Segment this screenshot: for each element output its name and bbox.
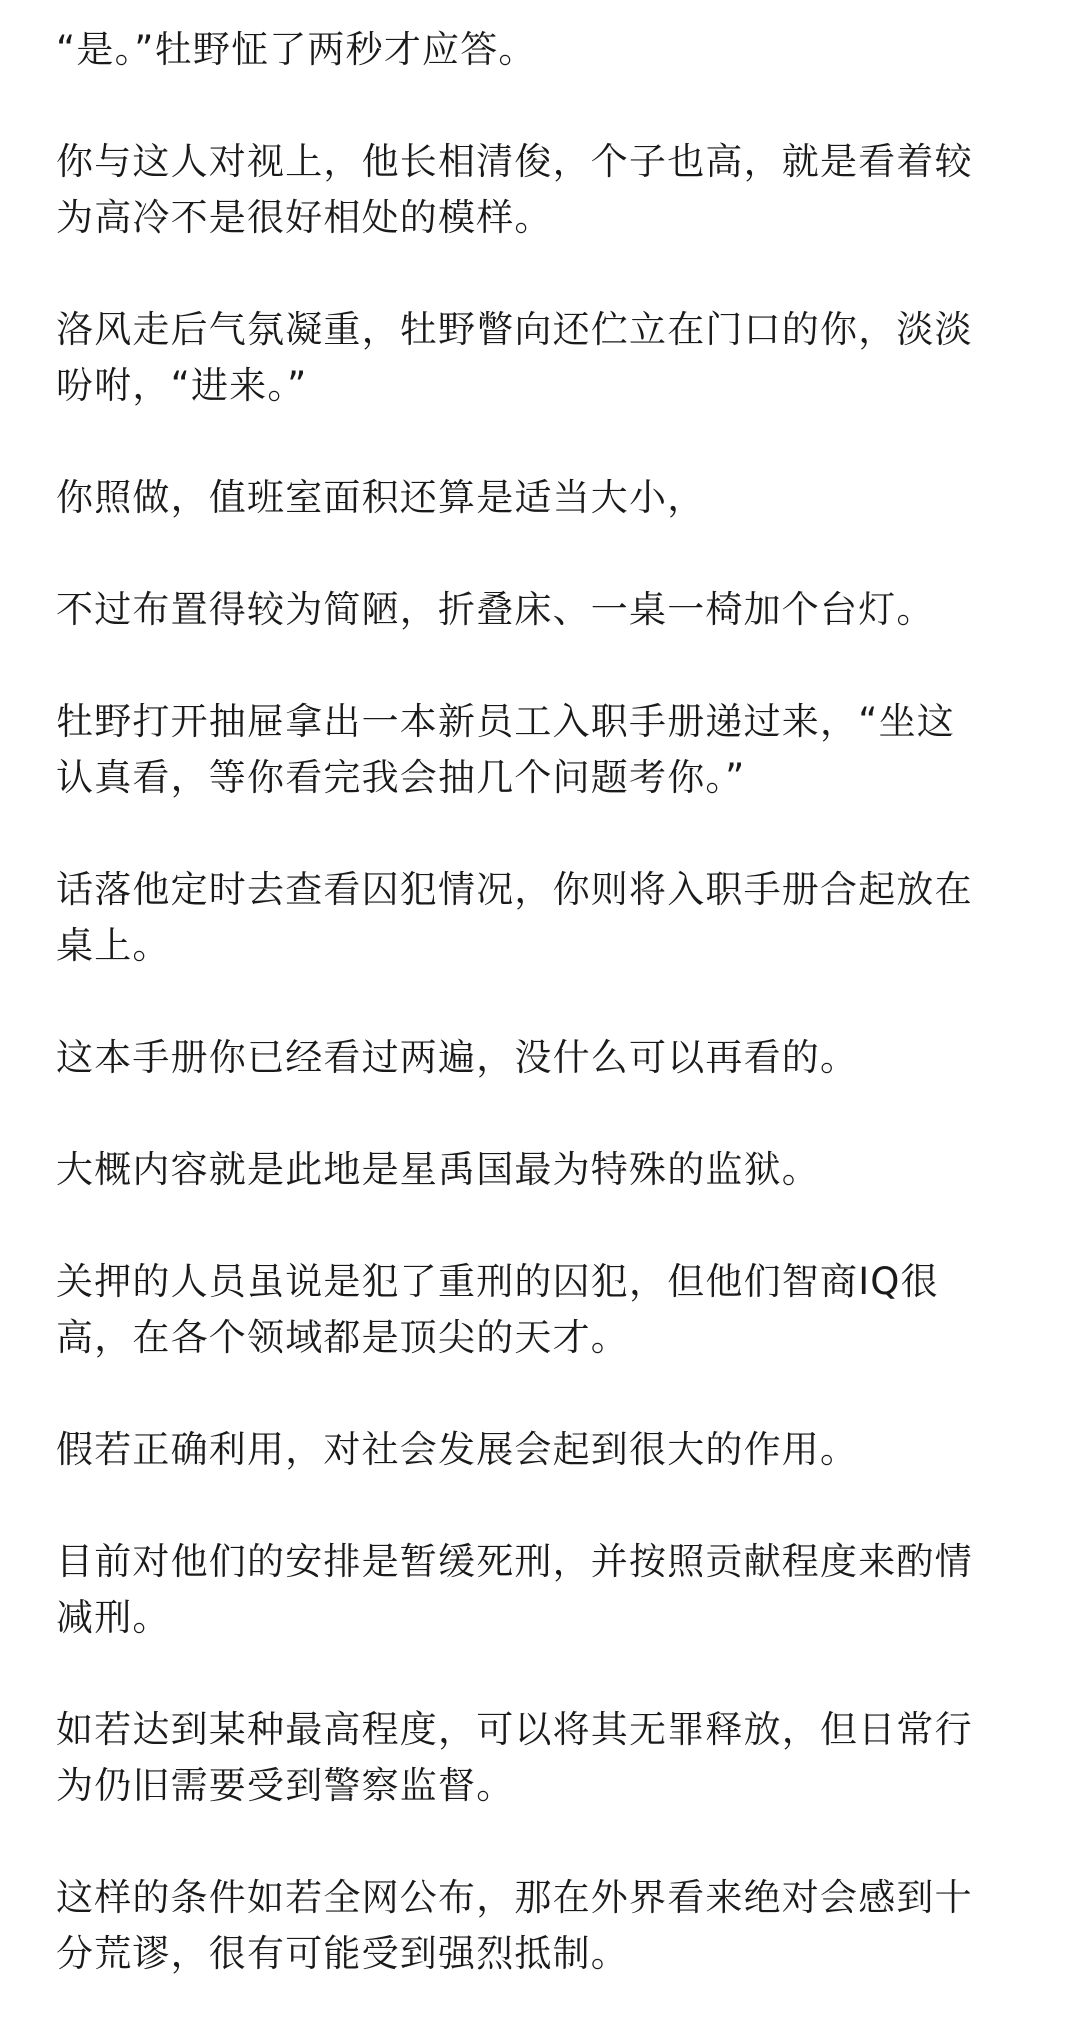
paragraph: 洛风走后气氛凝重，牡野瞥向还伫立在门口的你，淡淡 吩咐，“进来。” — [56, 308, 973, 407]
paragraph: 你与这人对视上，他长相清俊，个子也高，就是看着较 为高冷不是很好相处的模样。 — [56, 140, 973, 239]
paragraph: 这本手册你已经看过两遍，没什么可以再看的。 — [56, 1036, 859, 1079]
paragraph: 话落他定时去查看囚犯情况，你则将入职手册合起放在 桌上。 — [56, 868, 973, 967]
paragraph: 假若正确利用，对社会发展会起到很大的作用。 — [56, 1428, 859, 1471]
paragraph: 关押的人员虽说是犯了重刑的囚犯，但他们智商IQ很 高，在各个领域都是顶尖的天才。 — [56, 1260, 939, 1359]
article-body — [56, 22, 1026, 2038]
paragraph: 牡野打开抽屉拿出一本新员工入职手册递过来，“坐这 认真看，等你看完我会抽几个问题考你。” — [56, 700, 955, 799]
paragraph: 不过布置得较为简陋，折叠床、一桌一椅加个台灯。 — [56, 588, 935, 631]
paragraph: 这样的条件如若全网公布，那在外界看来绝对会感到十 分荒谬，很有可能受到强烈抵制。 — [56, 1876, 973, 1975]
paragraph: 如若达到某种最高程度，可以将其无罪释放，但日常行 为仍旧需要受到警察监督。 — [56, 1708, 973, 1807]
paragraph: “是。”牡野怔了两秒才应答。 — [56, 28, 537, 71]
paragraph: 你照做，值班室面积还算是适当大小， — [56, 476, 706, 519]
paragraph: 大概内容就是此地是星禹国最为特殊的监狱。 — [56, 1148, 820, 1191]
paragraph: 目前对他们的安排是暂缓死刑，并按照贡献程度来酌情 减刑。 — [56, 1540, 973, 1639]
